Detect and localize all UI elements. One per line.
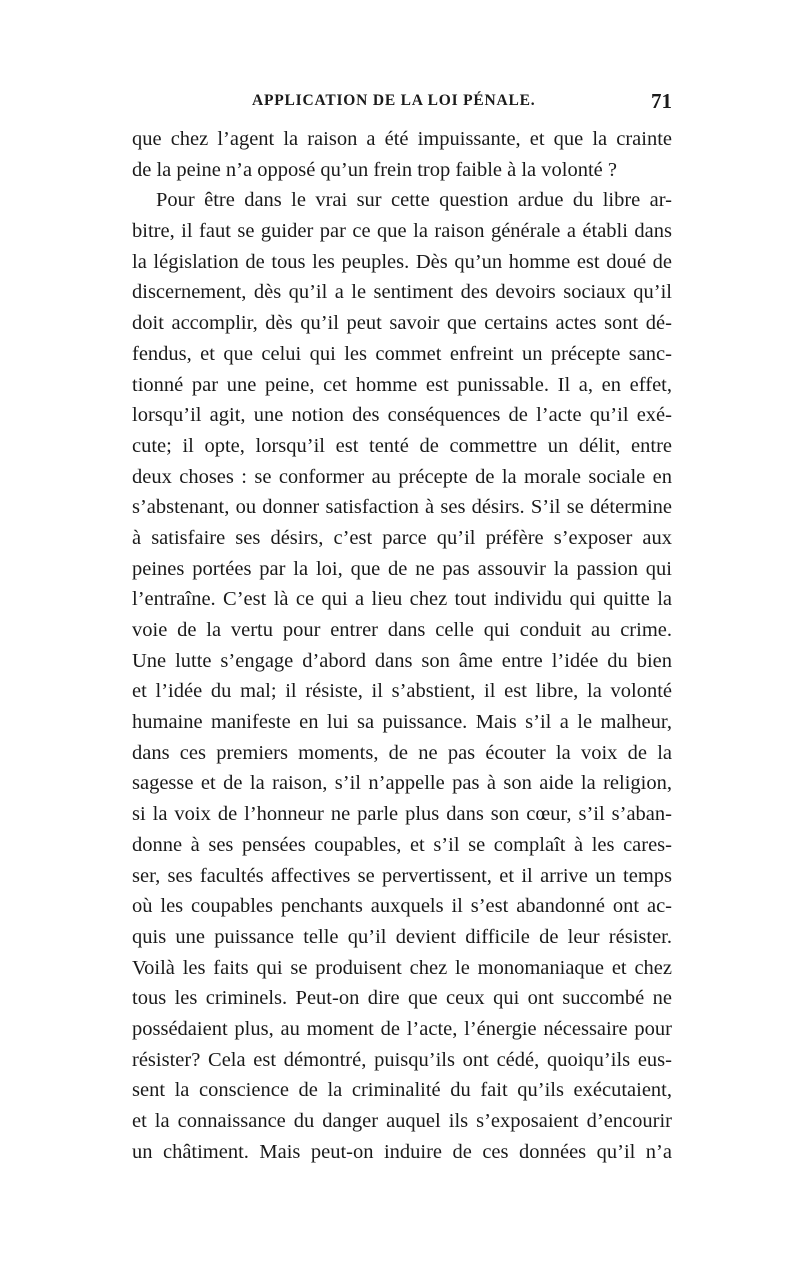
text-line: Une lutte s’engage d’abord dans son âme entre l’idée du bien — [132, 649, 672, 672]
text-line: s’abstenant, ou donner satisfaction à ses désirs. S’il se détermine — [132, 496, 672, 519]
text-line: donne à ses pensées coupables, et s’il se complaît à les cares- — [132, 833, 672, 856]
text-line: un châtiment. Mais peut-on induire de ces données qu’il n’a — [132, 1140, 672, 1163]
running-head — [132, 89, 672, 116]
text-line: cute; il opte, lorsqu’il est tenté de commettre un délit, entre — [132, 434, 672, 457]
text-line: fendus, et que celui qui les commet enfreint un précepte sanc- — [132, 342, 672, 365]
text-line: humaine manifeste en lui sa puissance. Mais s’il a le malheur, — [132, 711, 672, 734]
text-line: et l’idée du mal; il résiste, il s’abstient, il est libre, la volonté — [132, 680, 672, 703]
text-line: que chez l’agent la raison a été impuissante, et que la crainte — [132, 128, 672, 150]
body-text — [132, 124, 672, 1167]
text-line: où les coupables penchants auxquels il s’est abandonné ont ac- — [132, 895, 672, 918]
text-line: tionné par une peine, cet homme est punissable. Il a, en effet, — [132, 373, 672, 396]
text-line: sagesse et de la raison, s’il n’appelle pas à son aide la religion, — [132, 772, 672, 795]
text-line: la législation de tous les peuples. Dès qu’un homme est doué de — [132, 250, 672, 273]
text-line: peines portées par la loi, que de ne pas assouvir la passion qui — [132, 557, 672, 580]
text-line: doit accomplir, dès qu’il peut savoir que certains actes sont dé- — [132, 312, 672, 335]
running-title: APPLICATION DE LA LOI PÉNALE. — [252, 92, 536, 109]
text-line: à satisfaire ses désirs, c’est parce qu’il préfère s’exposer aux — [132, 526, 672, 549]
text-line: dans ces premiers moments, de ne pas écouter la voix de la — [132, 741, 672, 764]
text-line: sent la conscience de la criminalité du fait qu’ils exécutaient, — [132, 1079, 672, 1102]
text-line: si la voix de l’honneur ne parle plus dans son cœur, s’il s’aban- — [132, 803, 672, 826]
text-line: discernement, dès qu’il a le sentiment des devoirs sociaux qu’il — [132, 281, 672, 304]
text-line: l’entraîne. C’est là ce qui a lieu chez tout individu qui quitte la — [132, 588, 672, 611]
text-line: quis une puissance telle qu’il devient difficile de leur résister. — [132, 925, 672, 948]
text-line: tous les criminels. Peut-on dire que ceux qui ont succombé ne — [132, 987, 672, 1010]
text-line: de la peine n’a opposé qu’un frein trop faible à la volonté ? — [132, 158, 617, 181]
text-line: Voilà les faits qui se produisent chez le monomaniaque et chez — [132, 956, 672, 979]
text-line: Pour être dans le vrai sur cette question ardue du libre ar- — [156, 189, 672, 212]
text-line: possédaient plus, au moment de l’acte, l’énergie nécessaire pour — [132, 1017, 672, 1040]
text-line: ser, ses facultés affectives se pervertissent, et il arrive un temps — [132, 864, 672, 887]
text-line: et la connaissance du danger auquel ils s’exposaient d’encourir — [132, 1110, 672, 1132]
page-number: 71 — [651, 89, 672, 113]
text-line: deux choses : se conformer au précepte de la morale sociale en — [132, 465, 672, 488]
text-line: lorsqu’il agit, une notion des conséquences de l’acte qu’il exé- — [132, 404, 672, 427]
text-line: voie de la vertu pour entrer dans celle qui conduit au crime. — [132, 619, 672, 641]
text-line: résister? Cela est démontré, puisqu’ils ont cédé, quoiqu’ils eus- — [132, 1048, 672, 1071]
text-line: bitre, il faut se guider par ce que la raison générale a établi dans — [132, 220, 672, 243]
